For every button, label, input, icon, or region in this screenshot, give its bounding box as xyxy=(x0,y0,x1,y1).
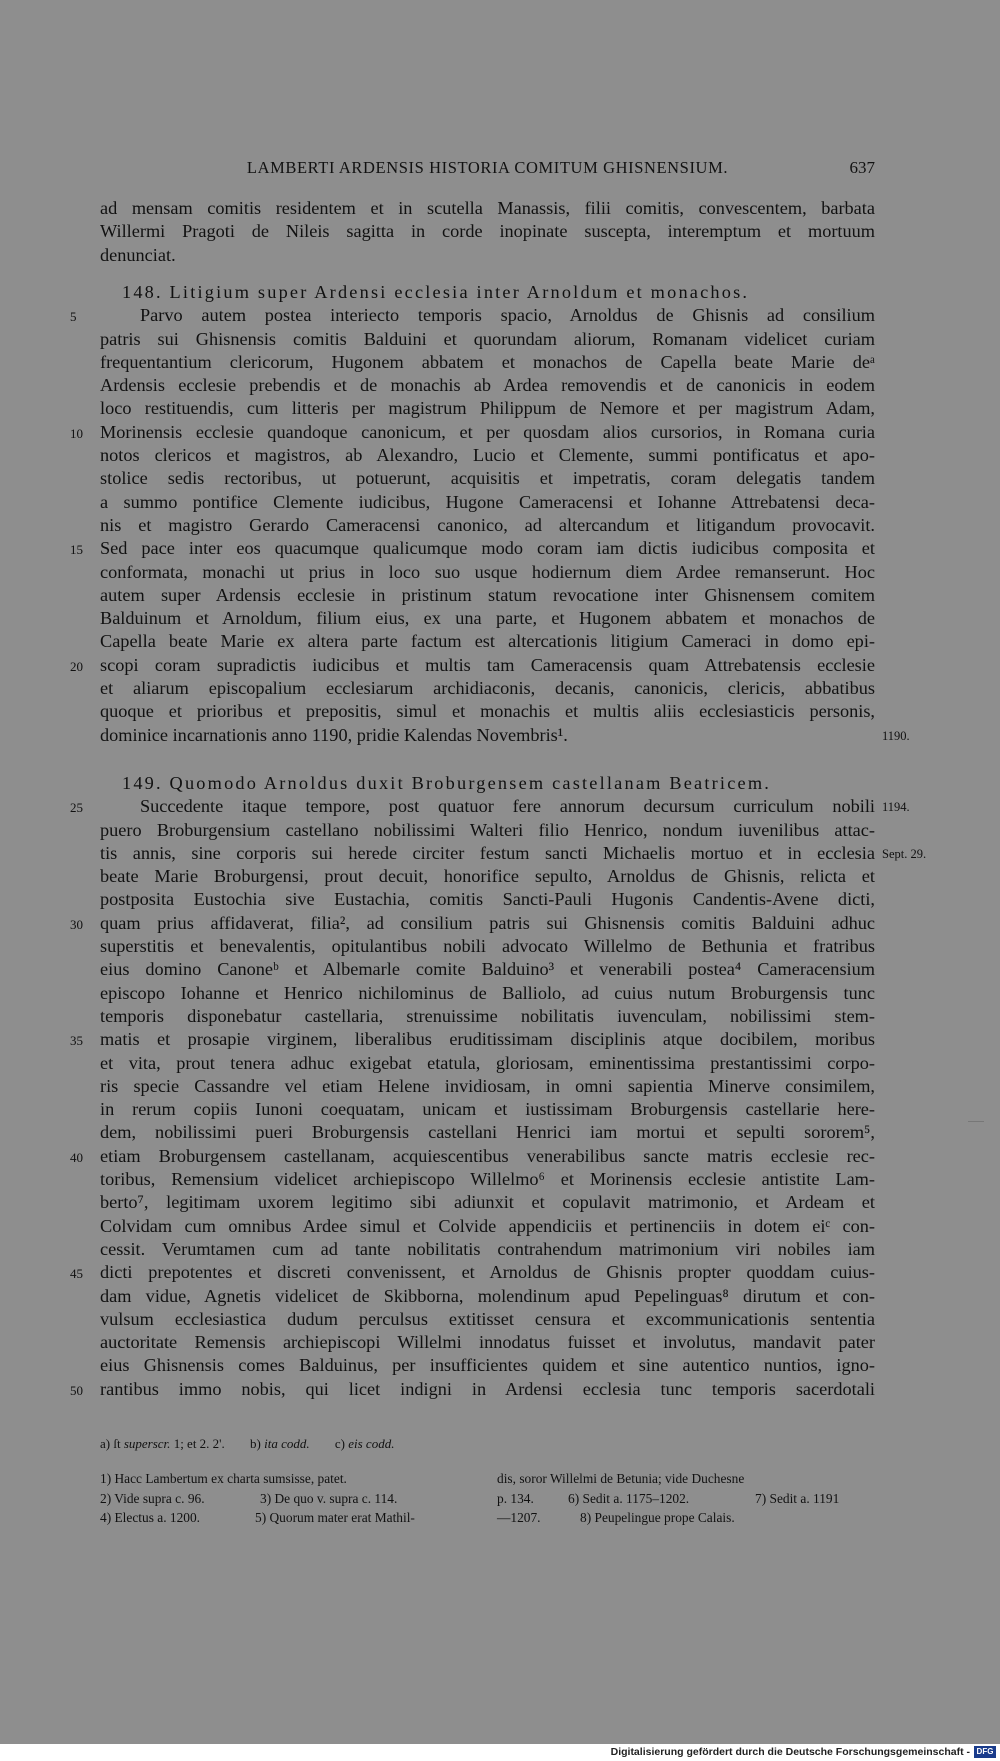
text-line: 40 etiam Broburgensem castellanam, acquiescentibus venerabilibus sancte matris ecclesie rec- xyxy=(100,1145,875,1168)
text-line: puero Broburgensium castellano nobilissimi Walteri filio Henrico, nondum iuvenilibus attac- xyxy=(100,819,875,840)
line-number: 50 xyxy=(70,1382,83,1398)
text-line: notos clericos et magistros, ab Alexandro, Lucio et Clemente, summi pontificatus et apo- xyxy=(100,445,875,466)
footnote: —1207. xyxy=(497,1510,541,1525)
margin-date: 1190. xyxy=(882,728,910,743)
variant-note-c: c) eis codd. xyxy=(334,1436,395,1451)
text-line: Ardensis ecclesie prebendis et de monachis ab Ardea removendis et de canonicis in eodem xyxy=(100,375,875,396)
text-line: toribus, Remensium videlicet archiepiscopo Willelmo⁶ et Morinensis ecclesie antistite Lam- xyxy=(100,1169,875,1190)
footnote: p. 134. xyxy=(497,1490,534,1506)
text-line: quoque et prioribus et prepositis, simul et monachis et multis aliis ecclesiasticis personis, xyxy=(100,701,875,722)
text-line: et aliarum episcopalium ecclesiarum archidiaconis, decanis, canonicis, clericis, abbatibus xyxy=(100,678,875,699)
funding-credit: Digitalisierung gefördert durch die Deutsche Forschungsgemeinschaft - xyxy=(610,1746,970,1758)
text-line: in rerum copiis Iunoni coequatam, unicam et iustissimam Broburgensis castellarie here- xyxy=(100,1099,875,1120)
text-line: tis annis, sine corporis sui herede circiter festum sancti Michaelis mortuo et in ecclesia Sept. 29. xyxy=(100,842,875,865)
margin-date: 1194. xyxy=(882,800,910,815)
footnote: 2) Vide supra c. 96. xyxy=(100,1490,205,1506)
line-number: 5 xyxy=(70,309,77,325)
text-line: Capella beate Marie ex altera parte factum est altercationis litigium Cameraci in domo epi- xyxy=(100,631,875,652)
footnote: 6) Sedit a. 1175–1202. xyxy=(568,1490,690,1506)
section-heading: 148. Litigium super Ardensi ecclesia inter Arnoldum et monachos. xyxy=(122,282,750,302)
page-number: 637 xyxy=(849,158,875,177)
line-number: 15 xyxy=(70,542,83,558)
text-line: dam vidue, Agnetis videlicet de Skibborna, molendinum apud Pepelinguas⁸ dirutum et con- xyxy=(100,1285,875,1306)
footnote: 1) Hacc Lambertum ex charta sumsisse, patet. xyxy=(100,1471,347,1486)
dfg-logo-icon: DFG xyxy=(974,1746,996,1758)
text-line: postposita Eustochia sive Eustachia, comitis Sancti-Pauli Hugonis Candentis-Avene dicti, xyxy=(100,889,875,910)
section-149 xyxy=(70,772,927,1401)
source-notes-row xyxy=(100,1489,875,1509)
running-title: LAMBERTI ARDENSIS HISTORIA COMITUM GHISNENSIUM. xyxy=(246,158,729,177)
footnote: 3) De quo v. supra c. 114. xyxy=(260,1490,398,1506)
text-line: frequentantium clericorum, Hugonem abbatem et monachos de Capella beate Marie deᵃ xyxy=(100,351,875,372)
text-line: berto⁷, legitimam uxorem legitimo sibi adiunxit et copulavit matrimonio, et Ardeam et xyxy=(100,1192,875,1213)
running-head xyxy=(100,158,875,182)
text-line: ad mensam comitis residentem et in scutella Manassis, filii comitis, convescentem, barbata xyxy=(100,198,875,218)
text-line: 45 dicti prepotentes et discreti convenissent, et Arnoldus de Ghisnis propter quoddam cuius- xyxy=(100,1261,875,1284)
text-line: Willermi Pragoti de Nileis sagitta in corde inopinate suscepta, interemptum et mortuum xyxy=(100,221,875,242)
line-number: 25 xyxy=(70,800,83,816)
line-number: 45 xyxy=(70,1266,83,1282)
digitization-footer xyxy=(0,1744,1000,1761)
section-heading: 149. Quomodo Arnoldus duxit Broburgensem castellanam Beatricem. xyxy=(122,773,772,793)
margin-date: Sept. 29. xyxy=(882,846,927,861)
text-line: Colvidam cum omnibus Ardee simul et Colvide appendiciis et pertinenciis in dotem eiᶜ con- xyxy=(100,1215,875,1236)
footnote: 5) Quorum mater erat Mathil- xyxy=(255,1510,415,1525)
text-line: eius Ghisnensis comes Balduinus, per insufficientes quidem et sine autentico nuntios, igno- xyxy=(100,1355,875,1376)
text-line: 15 Sed pace inter eos quacumque qualicumque modo coram iam dictis iudicibus composita et xyxy=(100,537,875,560)
text-line: cessit. Verumtamen cum ad tante nobilitatis contrahendum matrimonium viri nobiles iam xyxy=(100,1238,875,1259)
source-notes-row xyxy=(100,1508,875,1528)
text-line: 10 Morinensis ecclesie quandoque canonicum, et per quosdam alios cursorios, in Romana curia xyxy=(100,421,875,444)
line-number: 20 xyxy=(70,658,83,674)
text-line: episcopo Iohanne et Henrico nichilominus de Balliolo, ad cuius nutum Broburgensis tunc xyxy=(100,982,875,1003)
section-148 xyxy=(70,281,910,747)
text-line: nis et magistro Gerardo Cameracensi canonico, ad altercandum et litigandum provocavit. xyxy=(100,514,875,535)
text-line: auctoritate Remensis archiepiscopi Willelmi innodatus fuisset et involutus, mandavit pater xyxy=(100,1332,875,1353)
line-number: 40 xyxy=(70,1149,83,1165)
footnote: 7) Sedit a. 1191 xyxy=(755,1490,840,1506)
text-line: et vita, prout tenera adhuc exigebat etatula, gloriosam, eminentissima prestantissimi corpo- xyxy=(100,1052,875,1073)
text-line: dominice incarnationis anno 1190, pridie Kalendas Novembris¹. 1190. xyxy=(100,724,875,747)
text-line: loco restituendis, cum litteris per magistrum Philippum de Nemore et per magistrum Adam, xyxy=(100,398,875,419)
text-line: 50 rantibus immo nobis, qui licet indigni in Ardensi ecclesia tunc temporis sacerdotali xyxy=(100,1378,875,1401)
text-line: conformata, monachi ut prius in loco suo usque hodiernum diem Ardee remanserunt. Hoc xyxy=(100,561,875,582)
text-line: stolice sedis rectoribus, ut potuerunt, acquisitis et impetratis, coram delegatis tandem xyxy=(100,468,875,489)
margin-mark xyxy=(968,1121,984,1122)
variant-notes-row xyxy=(100,1436,875,1452)
text-line: superstitis et benevalentis, opitulantibus nobili advocato Willelmo de Bethunia et fratribus xyxy=(100,936,875,957)
text-line: patris sui Ghisnensis comitis Balduini et quorundam aliorum, Romanam videlicet curiam xyxy=(100,328,875,349)
text-line: Balduinum et Arnoldum, filium eius, ex una parte, et Hugonem abbatem et monachos de xyxy=(100,608,875,629)
footnote: 8) Peupelingue prope Calais. xyxy=(580,1510,735,1525)
variant-note-a: a) ſt superscr. 1; et 2. 2'. xyxy=(100,1436,225,1451)
footnote: 4) Electus a. 1200. xyxy=(100,1510,201,1525)
variant-note-b: b) ita codd. xyxy=(250,1436,310,1451)
source-notes-row xyxy=(100,1469,875,1489)
text-line: 5 Parvo autem postea interiecto temporis spacio, Arnoldus de Ghisnis ad consilium xyxy=(100,304,875,327)
text-line: 25 Succedente itaque tempore, post quatuor fere annorum decursum curriculum nobili 1194. xyxy=(100,795,875,818)
text-line: a summo pontifice Clemente iudicibus, Hugone Cameracensi et Iohanne Attrebatensi deca- xyxy=(100,491,875,512)
text-line: 30 quam prius affidaverat, filia², ad consilium patris sui Ghisnensis comitis Balduini adhuc xyxy=(100,912,875,935)
footnote: dis, soror Willelmi de Betunia; vide Duchesne xyxy=(497,1471,745,1486)
text-line: vulsum ecclesiastica dudum perculsus extitisset censura et excommunicationis sententia xyxy=(100,1308,875,1329)
text-line: 35 matis et prosapie virginem, liberalibus eruditissimam disciplinis atque docibilem, moribus xyxy=(100,1028,875,1051)
text-line: eius domino Canoneᵇ et Albemarle comite Balduino³ et venerabili postea⁴ Cameracensium xyxy=(100,959,875,980)
source-notes xyxy=(100,1469,875,1528)
text-line: beate Marie Broburgensi, prout decuit, honorifice sepulto, Arnoldus de Ghisnis, relicta et xyxy=(100,866,875,887)
text-line: denunciat. xyxy=(100,244,176,265)
variant-notes xyxy=(100,1436,875,1452)
text-line: temporis disponebatur castellaria, strenuissime nobilitatis iuvenculam, nobilissimi stem- xyxy=(100,1005,875,1026)
text-line: autem super Ardensis ecclesie in pristinum statum revocatione inter Ghisnensem comitem xyxy=(100,584,875,605)
line-number: 35 xyxy=(70,1033,83,1049)
intro-paragraph xyxy=(100,197,875,267)
text-line: 20 scopi coram supradictis iudicibus et multis tam Cameracensis quam Attrebatensis ecclesie xyxy=(100,654,875,677)
text-line: dem, nobilissimi pueri Broburgensis castellani Henrici iam mortui et sepulti sororem⁵, xyxy=(100,1122,875,1143)
line-number: 30 xyxy=(70,916,83,932)
text-line: ris specie Cassandre vel etiam Helene invidiosam, in omni sapientia Minerve consimilem, xyxy=(100,1075,875,1096)
line-number: 10 xyxy=(70,425,83,441)
